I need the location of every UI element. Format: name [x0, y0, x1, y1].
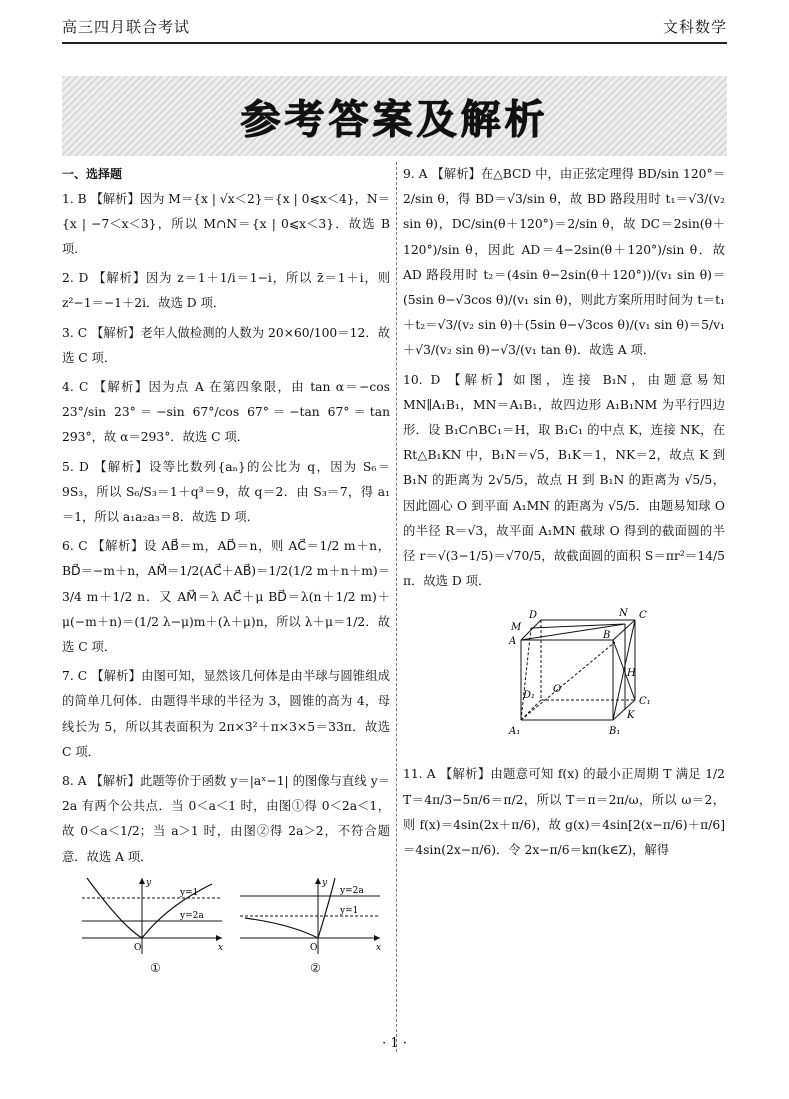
cube-label-m: M [511, 622, 522, 634]
left-column [62, 162, 390, 975]
cube-diagram [403, 600, 725, 760]
cube-label-o: O [553, 684, 562, 696]
right-column [403, 162, 725, 867]
fig2-label-bottom: y=1 [340, 905, 359, 916]
subject-title: 文科数学 [662, 18, 727, 36]
figure-2-caption: ② [310, 960, 321, 975]
answer-item-4: 4. C 【解析】因为点 A 在第四象限，由 tan α＝−cos 23°/sin 23°＝−sin 67°/cos 67°＝−tan 67°＝tan 293°，故 α＝293°．故选 C 项． [62, 380, 390, 445]
banner-title: 参考答案及解析 [240, 96, 549, 143]
fig1-axis-x: x [218, 942, 224, 953]
answer-item-1: 1. B 【解析】因为 M＝{x | √x＜2}＝{x | 0⩽x＜4}，N＝{x | −7＜x＜3}，所以 M∩N＝{x | 0⩽x＜3}．故选 B 项． [62, 191, 390, 256]
cube-label-d: D [529, 610, 538, 622]
cube-label-a1: A₁ [509, 726, 521, 738]
fig1-label-top: y=1 [180, 887, 199, 898]
graph-figure-2 [240, 876, 390, 956]
fig1-axis-y: y [146, 877, 152, 888]
answer-item-9: 9. A 【解析】在△BCD 中，由正弦定理得 BD/sin 120°＝2/sin θ，得 BD＝√3/sin θ，故 BD 路段用时 t₁＝√3/(v₂ sin θ)，DC/sin(θ＋120°)＝2/sin θ，故 DC＝2sin(θ＋120°)/sin θ，因此 AD＝4−2sin(θ＋120°)/sin θ．故 AD 路段用时 t₂＝(4sin θ−2sin(θ＋120°))/(v₁ sin θ)＝(5sin θ−√3cos θ)/(v₁ sin θ)，则此方案所用时间为 t＝t₁＋t₂＝√3/(v₂ sin θ)＋(5sin θ−√3cos θ)/(v₁ sin θ)＝5/v₁＋√3/(v₂ sin θ)−√3/(v₁ tan θ)．故选 A 项． [403, 167, 725, 358]
fig2-origin: O [310, 942, 318, 953]
cube-label-h: H [627, 668, 636, 680]
cube-label-k: K [627, 710, 635, 722]
cube-figure [403, 600, 725, 760]
answer-item-3: 3. C 【解析】老年人做检测的人数为 20×60/100＝12．故选 C 项． [62, 325, 390, 365]
section-title: 一、选择题 [62, 167, 123, 181]
answer-item-10: 10. D 【解析】如图，连接 B₁N，由题意易知 MN∥A₁B₁，MN＝A₁B₁，故四边形 A₁B₁NM 为平行四边形．设 B₁C∩BC₁＝H，取 B₁C₁ 的中点 K，连接 NK，在 Rt△B₁KN 中，B₁N＝√5，B₁K＝1，NK＝2，故点 K 到 B₁N 的距离为 2√5/5，故点 H 到 B₁N 的距离为 √5/5，因此圆心 O 到平面 A₁MN 的距离为 √5/5．由题易知球 O 的半径 R＝√3，故平面 A₁MN 截球 O 得到的截面圆的半径 r＝√(3−1/5)＝√70/5，故截面圆的面积 S＝πr²＝14/5 π．故选 D 项． [403, 372, 725, 589]
fig2-label-top: y=2a [340, 885, 364, 896]
cube-label-c: C [639, 610, 647, 622]
graph-figure-1 [82, 876, 232, 956]
answer-item-6: 6. C 【解析】设 AB⃗＝m，AD⃗＝n，则 AC⃗＝1/2 m＋n，BD⃗＝−m＋n，AM⃗＝1/2(AC⃗＋AB⃗)＝1/2(1/2 m＋n＋m)＝3/4 m＋1/2 n．又 AM⃗＝λ AC⃗＋μ BD⃗＝λ(n＋1/2 m)＋μ(−m＋n)＝(1/2 λ−μ)m＋(λ＋μ)n，所以 λ＋μ＝1/2．故选 C 项． [62, 539, 390, 655]
cube-label-d1: D₁ [523, 690, 536, 702]
fig1-label-bottom: y=2a [180, 910, 204, 921]
answer-item-5: 5. D 【解析】设等比数列{aₙ}的公比为 q，因为 S₆＝9S₃，所以 S₆/S₃＝1＋q³＝9，故 q＝2．由 S₃＝7，得 a₁＝1，所以 a₁a₂a₃＝8．故选 D 项． [62, 459, 390, 525]
fig2-axis-x: x [376, 942, 382, 953]
page-number: · 1 · [382, 1036, 407, 1051]
cube-label-c1: C₁ [639, 696, 651, 708]
answer-item-11: 11. A 【解析】由题意可知 f(x) 的最小正周期 T 满足 1/2 T＝4π/3−5π/6＝π/2，所以 T＝π＝2π/ω，所以 ω＝2，则 f(x)＝4sin(2x＋π/6)，故 g(x)＝4sin[2(x−π/6)＋π/6]＝4sin(2x−π/6)．令 2x−π/6＝kπ(k∈Z)，解得 [403, 767, 725, 858]
answer-item-7: 7. C 【解析】由图可知，显然该几何体是由半球与圆锥组成的简单几何体．由题得半球的半径为 3，圆锥的高为 4，母线长为 5，所以其表面积为 2π×3²＋π×3×5＝33π．故选 C 项． [62, 669, 390, 759]
cube-label-n: N [619, 608, 628, 620]
cube-label-b1: B₁ [609, 726, 621, 738]
fig1-origin: O [134, 942, 142, 953]
title-banner [62, 76, 727, 156]
fig2-axis-y: y [322, 877, 328, 888]
exam-title: 高三四月联合考试 [62, 18, 191, 36]
column-divider [396, 162, 397, 1052]
cube-label-a: A [509, 636, 517, 648]
answer-item-2: 2. D 【解析】因为 z＝1＋1/i＝1−i，所以 z̄＝1＋i，则 z²−1＝−1＋2i．故选 D 项． [62, 271, 390, 311]
answer-item-8: 8. A 【解析】此题等价于函数 y＝|aˣ−1| 的图像与直线 y＝2a 有两个公共点．当 0＜a＜1 时，由图①得 0＜2a＜1，故 0＜a＜1/2；当 a＞1 时，由图②得 2a＞2，不符合题意．故选 A 项． [62, 774, 390, 864]
figure-1-caption: ① [150, 960, 161, 975]
graph-figures [62, 876, 390, 975]
cube-label-b: B [603, 630, 611, 642]
page-header [62, 14, 727, 44]
